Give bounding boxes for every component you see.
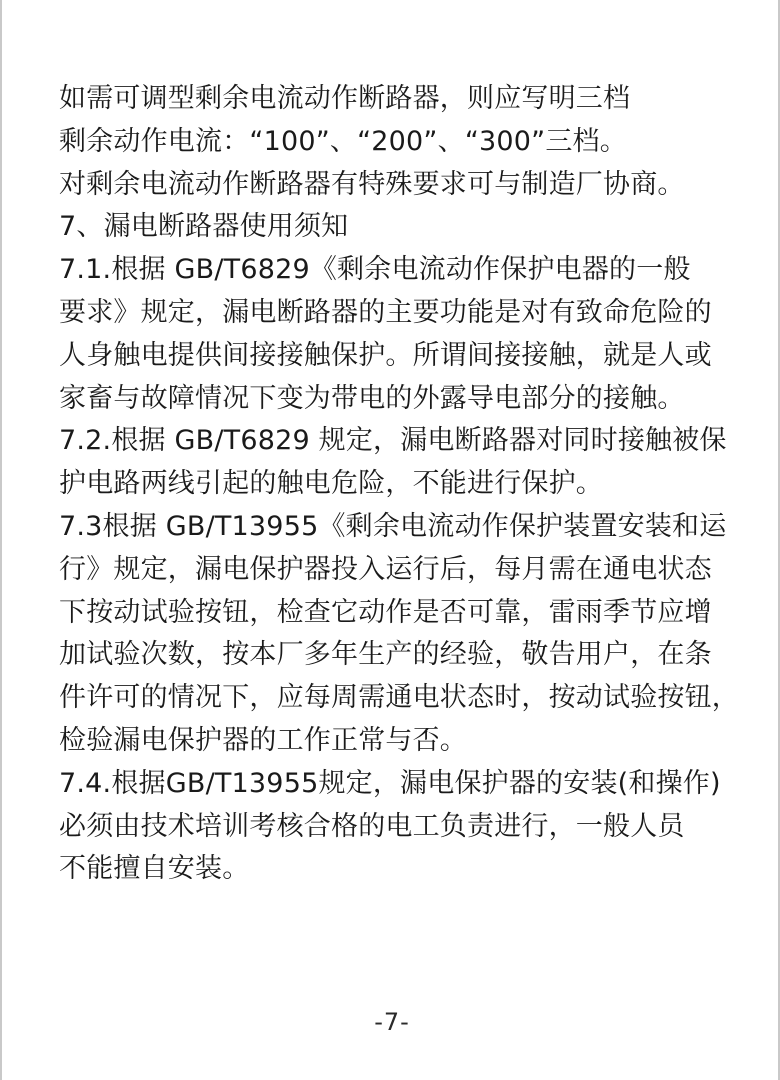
text-line: 人身触电提供间接接触保护。所谓间接接触，就是人或	[59, 339, 712, 371]
text-line: 不能擅自安装。	[59, 853, 250, 885]
text-line: 要求》规定，漏电断路器的主要功能是对有致命危险的	[59, 296, 712, 328]
text-line: 剩余动作电流：“100”、“200”、“300”三档。	[59, 125, 627, 157]
text-line: 7.2.根据 GB/T6829 规定，漏电断路器对同时接触被保	[59, 425, 727, 457]
section-heading: 7、漏电断路器使用须知	[59, 211, 349, 243]
text-line: 7.4.根据GB/T13955规定，漏电保护器的安装(和操作)	[59, 767, 721, 799]
text-line: 7.1.根据 GB/T6829《剩余电流动作保护电器的一般	[59, 254, 691, 286]
text-line: 必须由技术培训考核合格的电工负责进行，一般人员	[59, 810, 685, 842]
text-line: 如需可调型剩余电流动作断路器，则应写明三档	[59, 83, 631, 114]
text-line: 护电路两线引起的触电危险，不能进行保护。	[59, 468, 603, 500]
body-text	[59, 78, 759, 891]
text-line: 家畜与故障情况下变为带电的外露导电部分的接触。	[59, 382, 685, 414]
text-line: 对剩余电流动作断路器有特殊要求可与制造厂协商。	[59, 168, 685, 200]
text-line: 7.3根据 GB/T13955《剩余电流动作保护装置安装和运	[59, 510, 727, 542]
text-line: 行》规定，漏电保护器投入运行后，每月需在通电状态	[59, 553, 712, 585]
text-line: 加试验次数，按本厂多年生产的经验，敬告用户，在条	[59, 639, 712, 671]
text-line: 件许可的情况下，应每周需通电状态时，按动试验按钮，	[59, 682, 739, 714]
page-number: -7-	[374, 1008, 410, 1036]
text-line: 检验漏电保护器的工作正常与否。	[59, 724, 467, 756]
text-line: 下按动试验按钮，检查它动作是否可靠，雷雨季节应增	[59, 596, 712, 628]
